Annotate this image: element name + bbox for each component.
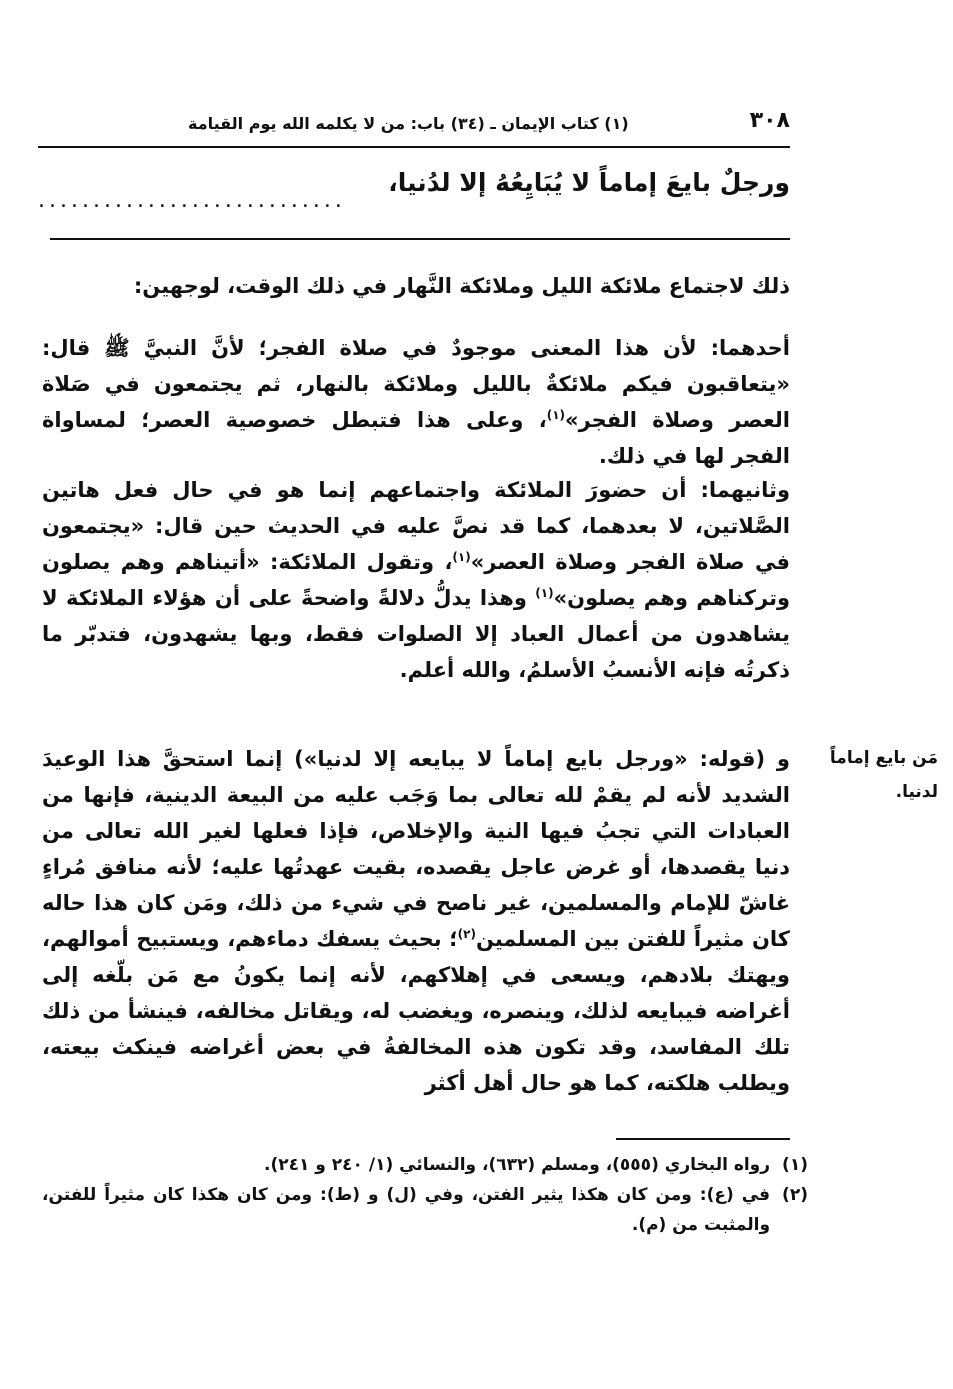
footnote-ref[interactable]: (١) [546, 408, 565, 422]
margin-heading: مَن بايع إماماً لدنيا. [829, 748, 938, 802]
footnote-number: (٢) [782, 1185, 808, 1205]
matn-divider [50, 238, 790, 240]
page-header [38, 108, 790, 142]
paragraph-text: ؛ بحيث يسفك دماءهم، ويستبيح أموالهم، ويهتك بلادهم، ويسعى في إهلاكهم، لأنه إنما يكونُ مع مَن بلّغه إلى أغراضه فيبايعه لذلك، وينصره، ويغضب له، ويقاتل مخالفه، فينشأ من ذلك تلك المفاسد، وقد تكون هذه المخالفةُ في بعض أغراضه فينكث بيعته، ويطلب هلكته، كما هو حال أهل أكثر [42, 927, 790, 1095]
paragraph-commentary [42, 741, 790, 1101]
footnote-text: في (ع): ومن كان هكذا يثير الفتن، وفي (ل) و (ط): ومن كان هكذا كان مثيراً للفتن، والمثبت من (م). [42, 1185, 771, 1235]
paragraph-lead: أحدهما: [710, 336, 790, 360]
footnote-ref[interactable]: (٢) [457, 927, 476, 941]
paragraph-text: ، وعلى هذا فتبطل خصوصية العصر؛ لمساواة الفجر لها في ذلك. [42, 408, 790, 468]
header-divider [38, 146, 790, 148]
footnotes [42, 1150, 808, 1240]
paragraph-text: ذلك لاجتماع ملائكة الليل وملائكة النَّهار في ذلك الوقت، لوجهين: [133, 274, 790, 298]
paragraph-text: ، وتقول الملائكة: «أتيناهم وهم يصلون وتركناهم وهم يصلون» [42, 550, 791, 610]
hadith-matn: ورجلٌ بايعَ إماماً لا يُبَايِعُهُ إلا لدُنيا، [388, 168, 790, 197]
dotted-leader: ............................ [38, 188, 346, 213]
footnote-item [42, 1150, 808, 1180]
paragraph-text: أن حضورَ الملائكة واجتماعهم إنما هو في حال فعل هاتين الصَّلاتين، لا بعدهما، كما قد نصَّ عليه في الحديث حين قال: «يجتمعون في صلاة الفجر وصلاة العصر» [42, 478, 790, 574]
paragraph-text: لأن هذا المعنى موجودٌ في صلاة الفجر؛ لأنَّ النبيَّ ﷺ قال: «يتعاقبون فيكم ملائكةٌ بالليل وملائكة بالنهار، ثم يجتمعون في صَلاة العصر وصلاة الفجر» [42, 336, 790, 432]
footnote-number: (١) [782, 1155, 808, 1175]
footnote-ref[interactable]: (١) [535, 586, 554, 600]
footnote-ref[interactable]: (١) [452, 550, 471, 564]
footnote-item [42, 1180, 808, 1240]
paragraph-second-reason [42, 472, 790, 688]
running-head: (١) كتاب الإيمان ـ (٣٤) باب: من لا يكلمه الله يوم القيامة [188, 114, 629, 133]
footnote-divider [616, 1138, 790, 1140]
footnote-text: رواه البخاري (٥٥٥)، ومسلم (٦٣٢)، والنسائي (١/ ٢٤٠ و ٢٤١). [264, 1155, 771, 1175]
paragraph-intro [42, 268, 790, 304]
paragraph-first-reason [42, 330, 790, 474]
paragraph-lead: وثانيهما: [700, 478, 790, 502]
paragraph-text: وهذا يدلُّ دلالةً واضحةً على أن هؤلاء الملائكة لا يشاهدون من أعمال العباد إلا الصلوات فقط، وبها يشهدون، فتدبّر ما ذكرتُه فإنه الأنسبُ الأسلمُ، والله أعلم. [42, 586, 790, 682]
page-number: ٣٠٨ [749, 108, 790, 133]
paragraph-text: و (قوله: «ورجل بايع إماماً لا يبايعه إلا لدنيا») إنما استحقَّ هذا الوعيدَ الشديد لأنه لم يقمْ لله تعالى بما وَجَب عليه من البيعة الدينية، فإنها من العبادات التي تجبُ فيها النية والإخلاص، فإذا فعلها لغير الله تعالى من دنيا يقصدها، أو غرض عاجل يقصده، بقيت عهدتُها عليه؛ لأنه منافق مُراءٍ غاشّ للإمام والمسلمين، غير ناصح في شيء من ذلك، ومَن كان هذا حاله كان مثيراً للفتن بين المسلمين [42, 747, 790, 951]
hadith-text [38, 166, 790, 216]
